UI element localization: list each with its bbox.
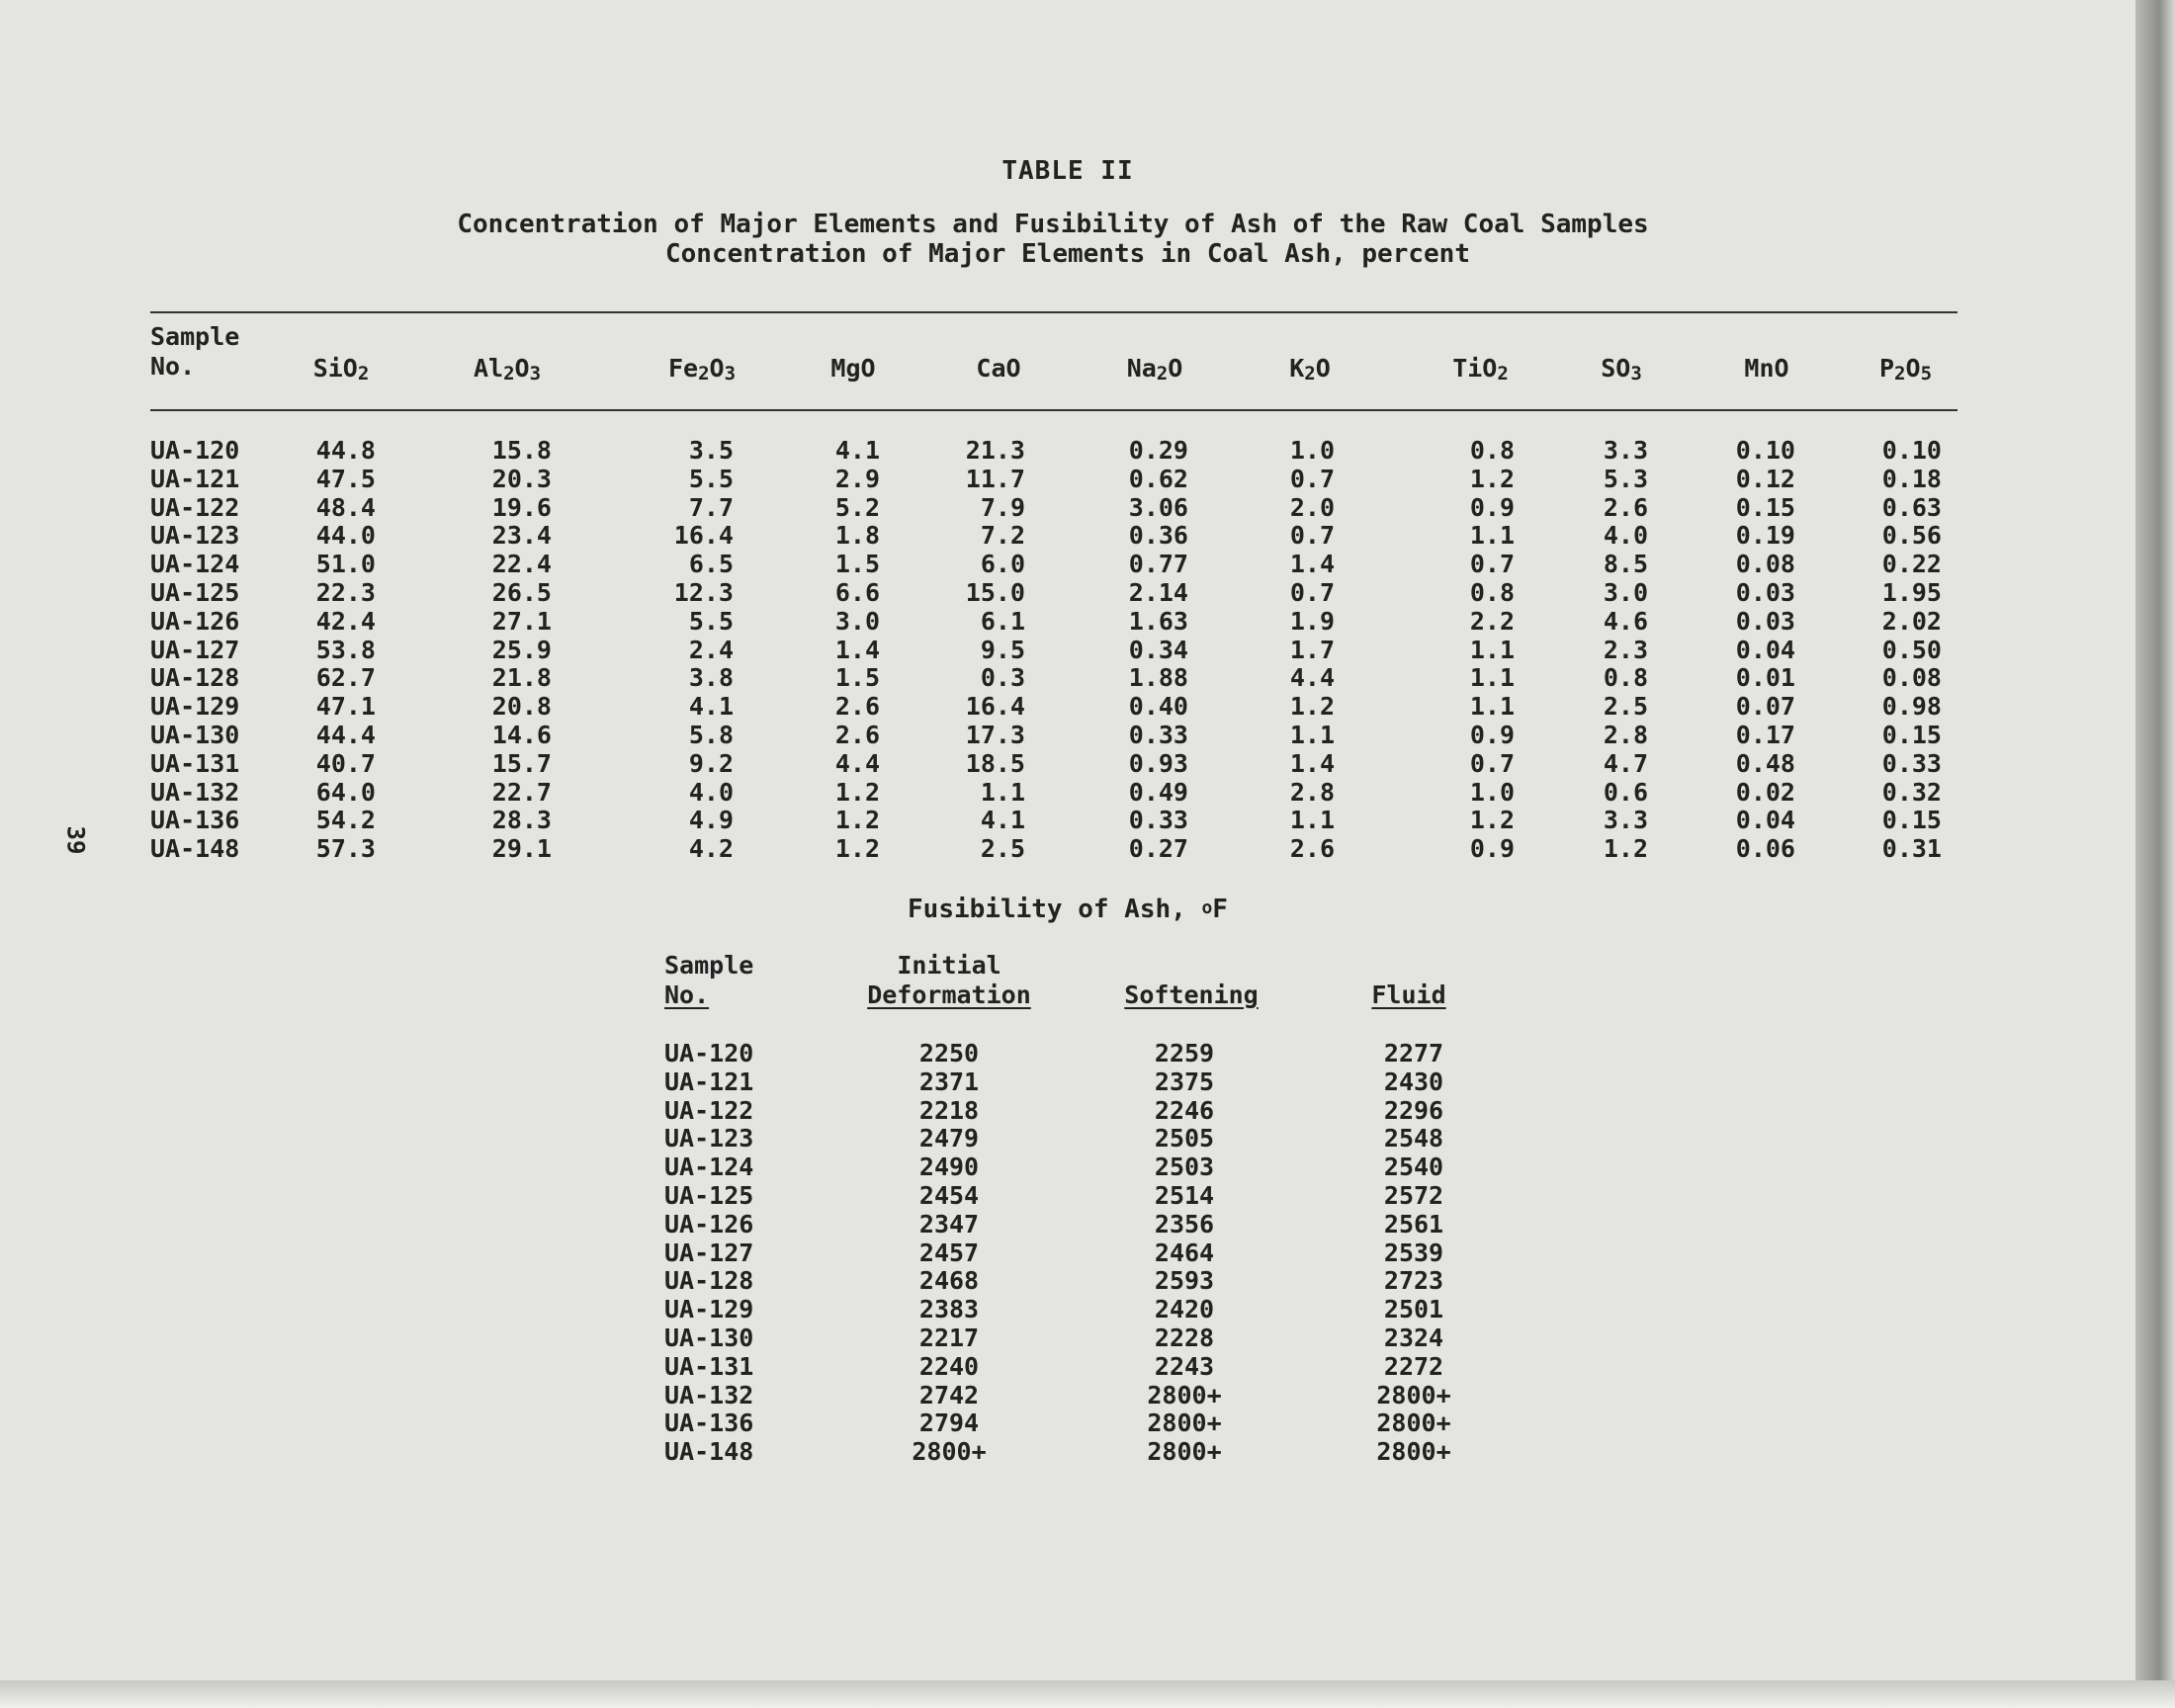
table1-cell: 22.7 (491, 777, 552, 807)
table1-cell: 47.5 (315, 464, 376, 493)
page-bottom-edge (0, 1680, 2175, 1708)
table1-cell: 0.31 (1881, 834, 1942, 864)
table1-cell: 6.5 (688, 550, 734, 579)
table1-cell: 3.0 (834, 606, 880, 636)
fusibility-cell: 2742 (918, 1380, 980, 1409)
header-na2o: $Na_2O$ (1126, 354, 1183, 384)
fusibility-cell: 2479 (918, 1124, 980, 1153)
table1-cell: 1.1 (1469, 692, 1515, 722)
header-sio2: SiO$_2$ (312, 354, 370, 384)
fusibility-header-softening: Softening (1124, 981, 1259, 1009)
table1-cell: 8.5 (1603, 550, 1648, 579)
header-mgo: MgO (830, 354, 876, 383)
table1-cell: 2.9 (834, 464, 880, 493)
table1-cell: 1.4 (1289, 550, 1335, 579)
table1-cell: 16.4 (673, 521, 734, 551)
fusibility-cell: 2464 (1154, 1238, 1215, 1267)
table1-cell: 0.48 (1735, 748, 1795, 778)
table1-cell: 0.22 (1881, 550, 1942, 579)
fusibility-cell: UA-124 (664, 1153, 754, 1182)
column-mgo (801, 437, 880, 864)
table1-cell: 44.4 (315, 720, 376, 749)
table1-cell: 4.1 (834, 436, 880, 465)
table1-cell: 0.03 (1735, 577, 1795, 607)
table1-cell: 9.2 (688, 748, 734, 778)
table1-cell: 3.8 (688, 663, 734, 693)
table1-cell: 0.29 (1128, 436, 1188, 465)
table1-cell: 5.2 (834, 492, 880, 522)
page-number: 39 (61, 825, 90, 855)
fusibility-cell: UA-122 (664, 1095, 754, 1125)
table-title: TABLE II (1001, 156, 1134, 186)
table1-cell: 0.63 (1881, 492, 1942, 522)
table1-cell: 0.10 (1881, 436, 1942, 465)
table1-cell: 0.9 (1469, 492, 1515, 522)
column-tio2 (1434, 437, 1515, 864)
fusibility-cell: UA-136 (664, 1409, 754, 1438)
table1-cell: 0.19 (1735, 521, 1795, 551)
table1-cell: 1.0 (1289, 436, 1335, 465)
table1-cell: UA-131 (150, 748, 240, 778)
table1-cell: 1.9 (1289, 606, 1335, 636)
table1-cell: 4.0 (688, 777, 734, 807)
table1-cell: 0.56 (1881, 521, 1942, 551)
table1-cell: 0.62 (1128, 464, 1188, 493)
fusibility-cell: UA-131 (664, 1351, 754, 1381)
fusibility-header-initial-deformation: Initial Deformation (867, 951, 1031, 1009)
fusibility-cell: 2800+ (1376, 1380, 1451, 1409)
table1-cell: UA-123 (150, 521, 240, 551)
fusibility-cell: 2800+ (1376, 1437, 1451, 1467)
table1-cell: 0.02 (1735, 777, 1795, 807)
table1-cell: 7.7 (688, 492, 734, 522)
table1-cell: 2.5 (980, 834, 1025, 864)
table1-cell: 20.8 (491, 692, 552, 722)
table1-cell: 20.3 (491, 464, 552, 493)
fusibility-cell: 2505 (1154, 1124, 1215, 1153)
table1-cell: 0.18 (1881, 464, 1942, 493)
column-p2o5 (1857, 437, 1942, 864)
column-sio2 (297, 437, 376, 864)
table1-cell: 0.8 (1469, 436, 1515, 465)
fusibility-cell: UA-125 (664, 1180, 754, 1210)
table1-cell: 0.7 (1289, 464, 1335, 493)
table1-cell: UA-121 (150, 464, 240, 493)
table1-cell: 0.93 (1128, 748, 1188, 778)
fusibility-cell: 2540 (1383, 1153, 1444, 1182)
table1-cell: UA-130 (150, 720, 240, 749)
table1-cell: 4.4 (1289, 663, 1335, 693)
table1-cell: 2.8 (1603, 720, 1648, 749)
table1-cell: 51.0 (315, 550, 376, 579)
table1-cell: 0.10 (1735, 436, 1795, 465)
table1-cell: 1.63 (1128, 606, 1188, 636)
fusibility-cell: 2277 (1383, 1039, 1444, 1068)
fusibility-cell: 2324 (1383, 1323, 1444, 1352)
fusibility-cell: UA-126 (664, 1209, 754, 1238)
fusibility-cell: 2468 (918, 1266, 980, 1296)
table1-cell: 0.77 (1128, 550, 1188, 579)
table1-cell: 0.3 (980, 663, 1025, 693)
column-so3 (1567, 437, 1648, 864)
fusibility-cell: 2240 (918, 1351, 980, 1381)
header-mno: MnO (1744, 354, 1789, 383)
table1-cell: 57.3 (315, 834, 376, 864)
column-k2o (1256, 437, 1335, 864)
fusibility-column-fluid (1354, 1040, 1473, 1467)
table1-cell: 3.3 (1603, 806, 1648, 835)
fusibility-header-fluid: Fluid (1371, 981, 1446, 1009)
table1-cell: 4.9 (688, 806, 734, 835)
table1-cell: 0.12 (1735, 464, 1795, 493)
fusibility-cell: 2243 (1154, 1351, 1215, 1381)
fusibility-cell: UA-148 (664, 1437, 754, 1467)
table1-cell: 29.1 (491, 834, 552, 864)
fusibility-cell: 2296 (1383, 1095, 1444, 1125)
table1-cell: 5.5 (688, 606, 734, 636)
fusibility-cell: 2561 (1383, 1209, 1444, 1238)
table1-cell: 0.08 (1735, 550, 1795, 579)
table1-cell: 5.5 (688, 464, 734, 493)
fusibility-cell: 2800+ (912, 1437, 987, 1467)
fusibility-cell: UA-129 (664, 1295, 754, 1324)
table1-cell: 0.08 (1881, 663, 1942, 693)
header-k2o: $K_2O$ (1289, 354, 1331, 384)
fusibility-cell: 2347 (918, 1209, 980, 1238)
table1-cell: 1.2 (1469, 464, 1515, 493)
table1-cell: 0.40 (1128, 692, 1188, 722)
fusibility-column-softening (1125, 1040, 1244, 1467)
table1-cell: 2.14 (1128, 577, 1188, 607)
table1-cell: 42.4 (315, 606, 376, 636)
table1-cell: 22.4 (491, 550, 552, 579)
table1-cell: 19.6 (491, 492, 552, 522)
table1-cell: 0.33 (1128, 720, 1188, 749)
header-sample-no: Sample No. (150, 322, 240, 381)
table1-cell: 64.0 (315, 777, 376, 807)
table1-cell: 0.01 (1735, 663, 1795, 693)
table1-cell: 0.9 (1469, 834, 1515, 864)
table1-cell: 0.6 (1603, 777, 1648, 807)
fusibility-cell: 2356 (1154, 1209, 1215, 1238)
fusibility-cell: 2800+ (1147, 1380, 1222, 1409)
table1-cell: 4.2 (688, 834, 734, 864)
table1-cell: 1.4 (834, 635, 880, 664)
table1-cell: 2.6 (834, 692, 880, 722)
table1-cell: 1.1 (1469, 521, 1515, 551)
table1-cell: 3.5 (688, 436, 734, 465)
table1-cell: 15.8 (491, 436, 552, 465)
table1-cell: 0.04 (1735, 806, 1795, 835)
table1-cell: 44.8 (315, 436, 376, 465)
column-sample-no (150, 437, 239, 864)
table1-cell: 0.15 (1735, 492, 1795, 522)
table1-cell: 0.7 (1469, 748, 1515, 778)
table1-cell: 17.3 (965, 720, 1025, 749)
table1-cell: 0.34 (1128, 635, 1188, 664)
fusibility-cell: 2228 (1154, 1323, 1215, 1352)
table1-cell: 3.3 (1603, 436, 1648, 465)
table1-cell: 0.7 (1469, 550, 1515, 579)
table1-cell: 16.4 (965, 692, 1025, 722)
header-top-rule (150, 311, 1958, 313)
fusibility-cell: 2246 (1154, 1095, 1215, 1125)
table1-cell: 15.0 (965, 577, 1025, 607)
table1-cell: 0.07 (1735, 692, 1795, 722)
table1-cell: 1.0 (1469, 777, 1515, 807)
fusibility-cell: UA-132 (664, 1380, 754, 1409)
fusibility-column-initial-deformation (890, 1040, 1008, 1467)
table1-cell: 1.2 (1289, 692, 1335, 722)
table1-cell: 0.15 (1881, 806, 1942, 835)
fusibility-cell: 2800+ (1376, 1409, 1451, 1438)
table1-cell: 2.3 (1603, 635, 1648, 664)
table1-cell: UA-127 (150, 635, 240, 664)
table1-cell: 11.7 (965, 464, 1025, 493)
fusibility-cell: 2800+ (1147, 1437, 1222, 1467)
table1-cell: 7.9 (980, 492, 1025, 522)
table1-cell: 18.5 (965, 748, 1025, 778)
table1-cell: 15.7 (491, 748, 552, 778)
column-al2o3 (471, 437, 552, 864)
table1-cell: 6.6 (834, 577, 880, 607)
table1-cell: 21.3 (965, 436, 1025, 465)
table1-cell: 44.0 (315, 521, 376, 551)
fusibility-cell: 2794 (918, 1409, 980, 1438)
table1-cell: 2.8 (1289, 777, 1335, 807)
table1-cell: UA-128 (150, 663, 240, 693)
table1-cell: 4.1 (980, 806, 1025, 835)
table1-cell: UA-132 (150, 777, 240, 807)
fusibility-cell: 2490 (918, 1153, 980, 1182)
table1-cell: 1.1 (1289, 720, 1335, 749)
table1-cell: 0.98 (1881, 692, 1942, 722)
table1-cell: 7.2 (980, 521, 1025, 551)
fusibility-cell: UA-120 (664, 1039, 754, 1068)
header-cao: CaO (976, 354, 1021, 383)
table1-cell: 2.5 (1603, 692, 1648, 722)
table1-cell: 4.1 (688, 692, 734, 722)
table1-cell: 47.1 (315, 692, 376, 722)
table1-cell: 0.33 (1881, 748, 1942, 778)
fusibility-cell: 2539 (1383, 1238, 1444, 1267)
table1-cell: 28.3 (491, 806, 552, 835)
column-fe2o3 (652, 437, 734, 864)
fusibility-cell: 2383 (918, 1295, 980, 1324)
table1-cell: 1.2 (834, 806, 880, 835)
table-subtitle: Concentration of Major Elements and Fusibility of Ash of the Raw Coal Samples (457, 210, 1649, 239)
fusibility-cell: UA-128 (664, 1266, 754, 1296)
table1-cell: UA-120 (150, 436, 240, 465)
table1-cell: 1.1 (1469, 635, 1515, 664)
table1-cell: UA-136 (150, 806, 240, 835)
table1-cell: 27.1 (491, 606, 552, 636)
table1-cell: 1.1 (1469, 663, 1515, 693)
table1-cell: 4.0 (1603, 521, 1648, 551)
table1-cell: 6.1 (980, 606, 1025, 636)
table1-cell: UA-125 (150, 577, 240, 607)
fusibility-cell: 2501 (1383, 1295, 1444, 1324)
table1-cell: 2.0 (1289, 492, 1335, 522)
fusibility-cell: UA-130 (664, 1323, 754, 1352)
fusibility-cell: 2217 (918, 1323, 980, 1352)
table1-cell: 40.7 (315, 748, 376, 778)
table1-cell: 0.50 (1881, 635, 1942, 664)
fusibility-cell: UA-127 (664, 1238, 754, 1267)
table1-cell: 0.33 (1128, 806, 1188, 835)
fusibility-cell: UA-121 (664, 1067, 754, 1096)
table1-cell: 6.0 (980, 550, 1025, 579)
table1-cell: UA-129 (150, 692, 240, 722)
table1-cell: 0.04 (1735, 635, 1795, 664)
table1-cell: 0.15 (1881, 720, 1942, 749)
header-al2o3: $Al_2O_3$ (473, 354, 542, 384)
fusibility-cell: 2420 (1154, 1295, 1215, 1324)
table1-cell: 0.06 (1735, 834, 1795, 864)
fusibility-header-sample-no: Sample No. (664, 951, 754, 1009)
table1-cell: 48.4 (315, 492, 376, 522)
table1-cell: 0.32 (1881, 777, 1942, 807)
page-edge-shadow (2135, 0, 2175, 1708)
table1-cell: 1.95 (1881, 577, 1942, 607)
table1-cell: 26.5 (491, 577, 552, 607)
table1-cell: 5.8 (688, 720, 734, 749)
table1-cell: 0.8 (1603, 663, 1648, 693)
fusibility-cell: 2430 (1383, 1067, 1444, 1096)
table1-cell: 0.03 (1735, 606, 1795, 636)
fusibility-cell: 2250 (918, 1039, 980, 1068)
table1-cell: 4.6 (1603, 606, 1648, 636)
table1-cell: 54.2 (315, 806, 376, 835)
header-so3: $SO_3$ (1601, 354, 1642, 384)
table1-cell: 2.6 (834, 720, 880, 749)
table1-cell: 4.4 (834, 748, 880, 778)
table1-cell: 2.2 (1469, 606, 1515, 636)
fusibility-cell: 2371 (918, 1067, 980, 1096)
table1-cell: 14.6 (491, 720, 552, 749)
table1-cell: 53.8 (315, 635, 376, 664)
column-na2o (1107, 437, 1188, 864)
table1-cell: 5.3 (1603, 464, 1648, 493)
fusibility-cell: 2272 (1383, 1351, 1444, 1381)
table1-cell: 2.4 (688, 635, 734, 664)
column-cao (944, 437, 1025, 864)
table1-cell: 23.4 (491, 521, 552, 551)
table1-cell: 2.02 (1881, 606, 1942, 636)
header-fe2o3: $Fe_2O_3$ (667, 354, 737, 384)
table1-cell: 1.1 (1289, 806, 1335, 835)
table1-cell: 3.0 (1603, 577, 1648, 607)
fusibility-cell: 2548 (1383, 1124, 1444, 1153)
header-p2o5: $P_2O_5$ (1878, 354, 1933, 384)
table1-cell: 3.06 (1128, 492, 1188, 522)
table1-cell: 0.7 (1289, 521, 1335, 551)
fusibility-cell: 2514 (1154, 1180, 1215, 1210)
table1-cell: 21.8 (491, 663, 552, 693)
table1-cell: 22.3 (315, 577, 376, 607)
fusibility-cell: UA-123 (664, 1124, 754, 1153)
table1-cell: 1.8 (834, 521, 880, 551)
table1-cell: 62.7 (315, 663, 376, 693)
table1-cell: 1.2 (1469, 806, 1515, 835)
table1-cell: 1.4 (1289, 748, 1335, 778)
fusibility-cell: 2457 (918, 1238, 980, 1267)
table1-cell: 1.88 (1128, 663, 1188, 693)
table1-cell: 1.1 (980, 777, 1025, 807)
fusibility-cell: 2218 (918, 1095, 980, 1125)
table1-cell: 0.8 (1469, 577, 1515, 607)
table1-cell: UA-126 (150, 606, 240, 636)
table1-cell: 0.36 (1128, 521, 1188, 551)
section-title-fusibility: Fusibility of Ash, $^o$F (908, 895, 1228, 924)
table1-cell: UA-124 (150, 550, 240, 579)
table1-cell: 0.49 (1128, 777, 1188, 807)
table1-cell: 1.7 (1289, 635, 1335, 664)
table1-cell: 12.3 (673, 577, 734, 607)
fusibility-cell: 2454 (918, 1180, 980, 1210)
table1-cell: 2.6 (1603, 492, 1648, 522)
table1-cell: 2.6 (1289, 834, 1335, 864)
table1-cell: 1.5 (834, 550, 880, 579)
table1-cell: 0.9 (1469, 720, 1515, 749)
table1-cell: 1.2 (1603, 834, 1648, 864)
table1-cell: 1.2 (834, 834, 880, 864)
section-title-concentration: Concentration of Major Elements in Coal Ash, percent (665, 239, 1470, 269)
table1-cell: 1.5 (834, 663, 880, 693)
table1-cell: 1.2 (834, 777, 880, 807)
fusibility-cell: 2503 (1154, 1153, 1215, 1182)
table1-cell: 0.27 (1128, 834, 1188, 864)
fusibility-cell: 2723 (1383, 1266, 1444, 1296)
table1-cell: UA-148 (150, 834, 240, 864)
column-mno (1710, 437, 1795, 864)
fusibility-cell: 2259 (1154, 1039, 1215, 1068)
table1-cell: 0.7 (1289, 577, 1335, 607)
fusibility-cell: 2593 (1154, 1266, 1215, 1296)
table1-cell: 25.9 (491, 635, 552, 664)
header-bottom-rule (150, 409, 1958, 411)
table1-cell: 0.17 (1735, 720, 1795, 749)
fusibility-cell: 2800+ (1147, 1409, 1222, 1438)
table1-cell: UA-122 (150, 492, 240, 522)
table1-cell: 9.5 (980, 635, 1025, 664)
fusibility-column-sample-no (664, 1040, 753, 1467)
fusibility-cell: 2375 (1154, 1067, 1215, 1096)
fusibility-cell: 2572 (1383, 1180, 1444, 1210)
header-tio2: TiO$_2$ (1452, 354, 1509, 384)
table1-cell: 4.7 (1603, 748, 1648, 778)
